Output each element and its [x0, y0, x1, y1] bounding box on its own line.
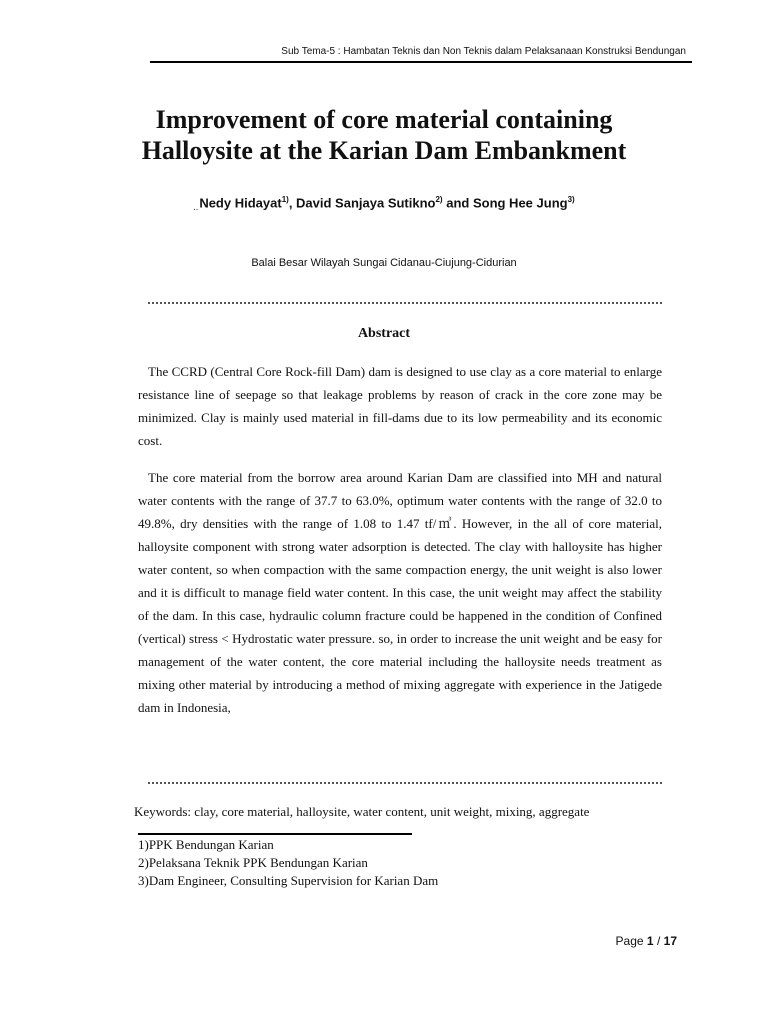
abstract-paragraph-1: The CCRD (Central Core Rock-fill Dam) dam is designed to use clay as a core material to enlarge resistance line of seepage so that leakage problems by reason of crack in the core zone may be minimized. Clay is mainly used material in fill-dams due to its low permeability and its economic cost. — [138, 364, 662, 448]
author-name: Nedy Hidayat — [199, 195, 282, 211]
author-separator: , — [288, 195, 297, 211]
page-total: 17 — [663, 934, 677, 948]
author-lead-marker: .. — [193, 202, 199, 213]
author-affiliation-mark: 3) — [567, 195, 575, 204]
keywords: Keywords: clay, core material, halloysite, water content, unit weight, mixing, aggregate — [134, 804, 590, 819]
author-separator: and — [442, 195, 473, 211]
author-affiliation-mark: 2) — [435, 195, 443, 204]
title-line-1: Improvement of core material containing — [155, 105, 613, 134]
dotted-separator-bottom — [148, 782, 662, 784]
footnote-1: 1)PPK Bendungan Karian — [138, 837, 274, 852]
footnote-rule — [138, 833, 412, 835]
footnote-2: 2)Pelaksana Teknik PPK Bendungan Karian — [138, 855, 368, 870]
dotted-separator-top — [148, 302, 662, 304]
author-name: Song Hee Jung — [472, 195, 568, 211]
page-label: Page — [615, 934, 644, 948]
footnotes — [138, 836, 438, 890]
title-line-2: Halloysite at the Karian Dam Embankment — [141, 136, 627, 165]
paper-title — [100, 104, 668, 166]
author-name: David Sanjaya Sutikno — [296, 195, 436, 211]
abstract-paragraph-2: The core material from the borrow area around Karian Dam are classified into MH and natural water contents with the range of 37.7 to 63.0%, optimum water contents with the range of 32.0 to 49.8%, dry densities with the range of 1.08 to 1.47 tf/㎥. However, in the all of core material, halloysite component with strong water adsorption is detected. The clay with halloysite has higher water content, so when compaction with the same compaction energy, the unit weight is also lower and it is difficult to manage field water content. In this case, the unit weight may affect the stability of the dam. In this case, hydraulic column fracture could be happened in the condition of Confined (vertical) stress < Hydrostatic water pressure. so, in order to increase the unit weight and be easy for management of the water content, the core material including the halloysite needs treatment as mixing other material by introducing a method of mixing aggregate with experience in the Jatigede dam in Indonesia, — [138, 470, 662, 715]
author-list — [100, 195, 668, 212]
affiliation: Balai Besar Wilayah Sungai Cidanau-Ciujung-Cidurian — [251, 257, 517, 269]
running-header: Sub Tema-5 : Hambatan Teknis dan Non Teknis dalam Pelaksanaan Konstruksi Bendungan — [281, 46, 686, 57]
author-affiliation-mark: 1) — [281, 195, 289, 204]
header-rule — [150, 61, 692, 63]
footnote-3: 3)Dam Engineer, Consulting Supervision for Karian Dam — [138, 873, 439, 888]
page-number — [560, 934, 677, 948]
abstract-heading: Abstract — [357, 326, 411, 341]
page-separator: / — [656, 934, 661, 948]
page-current: 1 — [646, 934, 654, 948]
